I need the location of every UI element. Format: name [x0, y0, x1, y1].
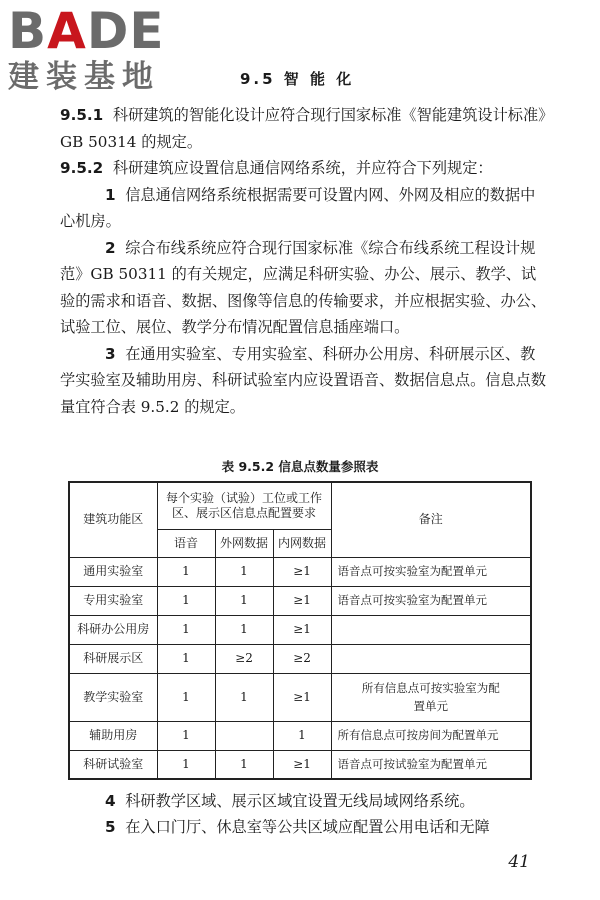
- header-external: 外网数据: [215, 529, 273, 557]
- cell-internal: ≥2: [273, 644, 331, 673]
- cell-area: 科研展示区: [69, 644, 157, 673]
- cell-internal: ≥1: [273, 615, 331, 644]
- item-text: 综合布线系统应符合现行国家标准《综合布线系统工程设计规范》GB 50311 的有关规定，应满足科研实验、办公、展示、教学、试验的需求和语音、数据、图像等信息的传输要求，并应根据实验、办公、试验工位、展位、教学分布情况配置信息插座端口。: [60, 238, 546, 336]
- cell-remark: [331, 615, 531, 644]
- cell-voice: 1: [157, 750, 215, 779]
- cell-area: 专用实验室: [69, 586, 157, 615]
- cell-area: 通用实验室: [69, 557, 157, 586]
- cell-area: 科研办公用房: [69, 615, 157, 644]
- table-row: [69, 750, 531, 779]
- item-text: 在通用实验室、专用实验室、科研办公用房、科研展示区、教学实验室及辅助用房、科研试验室内应设置语音、数据信息点。信息点数量宜符合表 9.5.2 的规定。: [60, 344, 546, 416]
- item-number: 1: [105, 185, 116, 204]
- cell-voice: 1: [157, 615, 215, 644]
- clause-9-5-2: [60, 155, 550, 182]
- table-row: [69, 644, 531, 673]
- list-item: [60, 814, 550, 840]
- header-voice: 语音: [157, 529, 215, 557]
- cell-external: 1: [215, 615, 273, 644]
- clause-number: 9.5.2: [60, 159, 104, 177]
- cell-remark: [331, 644, 531, 673]
- cell-voice: 1: [157, 673, 215, 721]
- item-text: 在入口门厅、休息室等公共区域应配置公用电话和无障: [125, 818, 490, 836]
- cell-internal: ≥1: [273, 586, 331, 615]
- header-group: 每个实验（试验）工位或工作区、展示区信息点配置要求: [157, 482, 331, 529]
- clause-9-5-1: [60, 102, 550, 155]
- item-number: 5: [105, 818, 116, 836]
- clause-text: 科研建筑应设置信息通信网络系统，并应符合下列规定：: [112, 159, 493, 177]
- cell-remark: 所有信息点可按实验室为配置单元: [331, 673, 531, 721]
- cell-external: 1: [215, 673, 273, 721]
- logo-wordmark: BADE: [8, 2, 165, 60]
- cell-remark: 语音点可按实验室为配置单元: [331, 586, 531, 615]
- table-row: [69, 586, 531, 615]
- list-item: [60, 788, 550, 814]
- item-text: 信息通信网络系统根据需要可设置内网、外网及相应的数据中心机房。: [60, 185, 536, 230]
- body-text-after-table: [60, 788, 550, 840]
- brand-logo: [8, 4, 178, 94]
- cell-internal: ≥1: [273, 750, 331, 779]
- list-item: [60, 182, 550, 235]
- cell-external: [215, 721, 273, 750]
- cell-remark: 语音点可按试验室为配置单元: [331, 750, 531, 779]
- header-remark: 备注: [331, 482, 531, 557]
- cell-voice: 1: [157, 557, 215, 586]
- cell-voice: 1: [157, 721, 215, 750]
- item-text: 科研教学区域、展示区域宜设置无线局域网络系统。: [125, 792, 475, 810]
- section-title: 9.5 智 能 化: [240, 70, 355, 88]
- table-row: [69, 721, 531, 750]
- clause-number: 9.5.1: [60, 106, 104, 124]
- cell-voice: 1: [157, 586, 215, 615]
- table-header-row: [69, 482, 531, 529]
- page-number: 41: [508, 852, 530, 872]
- cell-remark: 语音点可按实验室为配置单元: [331, 557, 531, 586]
- cell-external: 1: [215, 557, 273, 586]
- item-number: 3: [105, 344, 116, 363]
- cell-voice: 1: [157, 644, 215, 673]
- table-row: [69, 557, 531, 586]
- cell-remark: 所有信息点可按房间为配置单元: [331, 721, 531, 750]
- logo-subtitle: 建装基地: [8, 59, 160, 95]
- table-caption: 表 9.5.2 信息点数量参照表: [221, 459, 379, 474]
- list-item: [60, 235, 550, 341]
- header-internal: 内网数据: [273, 529, 331, 557]
- header-area: 建筑功能区: [69, 482, 157, 557]
- item-number: 2: [105, 238, 116, 257]
- item-number: 4: [105, 792, 116, 810]
- cell-area: 辅助用房: [69, 721, 157, 750]
- clause-text: 科研建筑的智能化设计应符合现行国家标准《智能建筑设计标准》GB 50314 的规定。: [60, 106, 546, 151]
- cell-internal: ≥1: [273, 557, 331, 586]
- body-text: [60, 102, 550, 420]
- cell-internal: ≥1: [273, 673, 331, 721]
- cell-external: 1: [215, 586, 273, 615]
- list-item: [60, 341, 550, 421]
- cell-external: 1: [215, 750, 273, 779]
- cell-area: 科研试验室: [69, 750, 157, 779]
- table-row: [69, 615, 531, 644]
- cell-area: 教学实验室: [69, 673, 157, 721]
- table-row: [69, 673, 531, 721]
- cell-external: ≥2: [215, 644, 273, 673]
- cell-internal: 1: [273, 721, 331, 750]
- info-point-table: [68, 481, 532, 780]
